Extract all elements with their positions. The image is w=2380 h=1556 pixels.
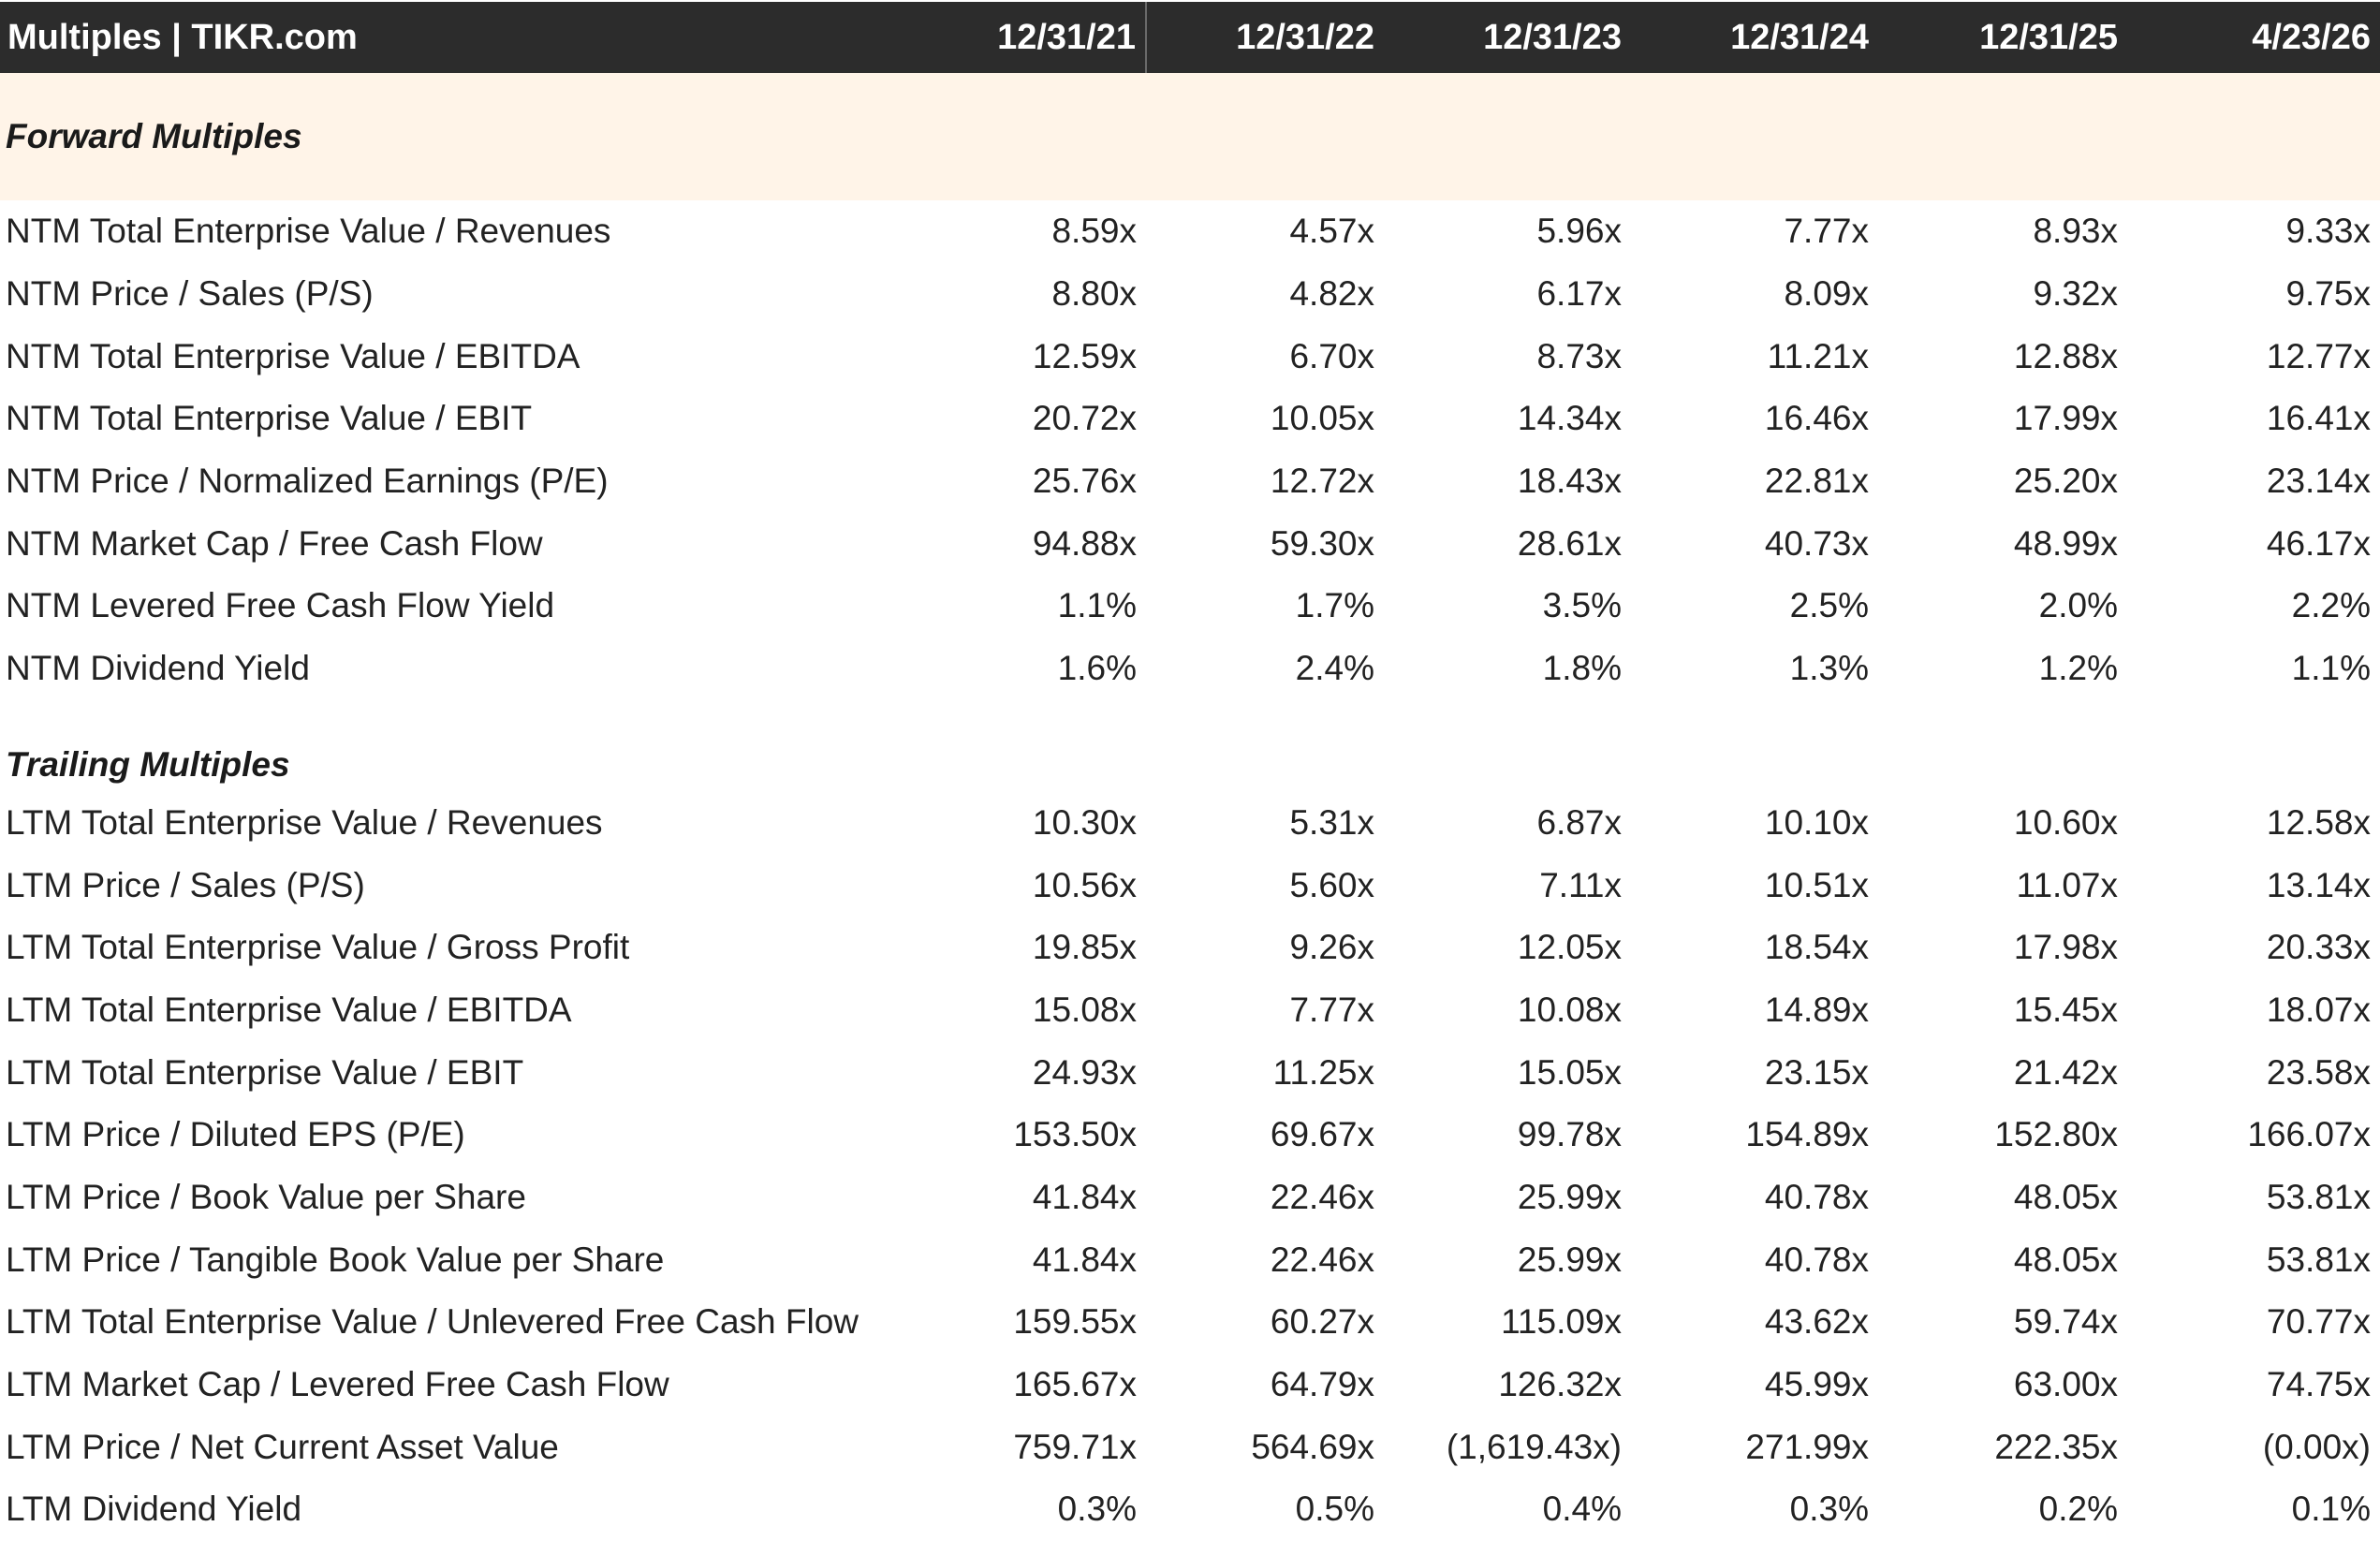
table-row[interactable] (0, 1041, 2380, 1104)
row-value: 14.34x (1517, 399, 1622, 438)
row-label: LTM Total Enterprise Value / Gross Profit (6, 928, 630, 967)
row-value: 25.76x (1032, 462, 1137, 501)
row-value: 1.7% (1295, 586, 1374, 625)
table-row[interactable] (0, 854, 2380, 917)
row-value: 22.46x (1270, 1177, 1374, 1216)
table-row[interactable] (0, 1478, 2380, 1541)
row-value: 53.81x (2266, 1240, 2371, 1279)
table-row[interactable] (0, 450, 2380, 513)
row-value: 17.99x (2013, 399, 2118, 438)
row-value: 6.70x (1289, 336, 1374, 375)
row-value: 1.1% (2291, 649, 2371, 688)
row-value: 12.58x (2266, 802, 2371, 842)
row-label: LTM Price / Diluted EPS (P/E) (6, 1115, 465, 1154)
row-value: 43.62x (1764, 1302, 1869, 1342)
row-value: 23.15x (1764, 1052, 1869, 1092)
row-value: 9.26x (1289, 928, 1374, 967)
row-value: 7.11x (1539, 865, 1622, 904)
row-value: 28.61x (1517, 523, 1622, 563)
row-value: 25.99x (1517, 1177, 1622, 1216)
row-value: 2.4% (1295, 649, 1374, 688)
row-value: 271.99x (1745, 1427, 1869, 1466)
row-value: 18.54x (1764, 928, 1869, 967)
row-value: 10.60x (2013, 802, 2118, 842)
row-value: 59.30x (1270, 523, 1374, 563)
row-value: 59.74x (2013, 1302, 2118, 1342)
row-value: 12.05x (1517, 928, 1622, 967)
row-value: 18.43x (1517, 462, 1622, 501)
row-value: 10.30x (1032, 802, 1137, 842)
row-value: 64.79x (1270, 1365, 1374, 1404)
table-row[interactable] (0, 263, 2380, 326)
row-value: 45.99x (1764, 1365, 1869, 1404)
row-value: 2.2% (2291, 586, 2371, 625)
row-value: 10.08x (1517, 990, 1622, 1029)
row-value: 15.05x (1517, 1052, 1622, 1092)
row-value: 10.56x (1032, 865, 1137, 904)
row-value: 166.07x (2247, 1115, 2371, 1154)
row-value: 115.09x (1501, 1302, 1622, 1342)
row-label: LTM Market Cap / Levered Free Cash Flow (6, 1365, 669, 1404)
row-label: NTM Market Cap / Free Cash Flow (6, 523, 543, 563)
table-row[interactable] (0, 917, 2380, 979)
table-row[interactable] (0, 1167, 2380, 1229)
row-value: 63.00x (2013, 1365, 2118, 1404)
row-value: 12.72x (1270, 462, 1374, 501)
row-label: LTM Price / Book Value per Share (6, 1177, 526, 1216)
row-label: NTM Price / Normalized Earnings (P/E) (6, 462, 609, 501)
row-value: 9.32x (2033, 274, 2118, 314)
row-value: 48.05x (2013, 1177, 2118, 1216)
row-label: LTM Total Enterprise Value / EBIT (6, 1052, 524, 1092)
row-value: 4.57x (1289, 212, 1374, 251)
row-value: 5.60x (1289, 865, 1374, 904)
row-value: 25.99x (1517, 1240, 1622, 1279)
row-value: 5.31x (1289, 802, 1374, 842)
row-label: NTM Levered Free Cash Flow Yield (6, 586, 555, 625)
row-value: 16.46x (1764, 399, 1869, 438)
row-value: 41.84x (1032, 1240, 1137, 1279)
row-value: 153.50x (1013, 1115, 1137, 1154)
row-value: (1,619.43x) (1446, 1427, 1622, 1466)
row-value: 11.21x (1767, 336, 1869, 375)
row-value: 19.85x (1032, 928, 1137, 967)
row-value: 12.88x (2013, 336, 2118, 375)
row-value: 22.81x (1764, 462, 1869, 501)
row-value: 17.98x (2013, 928, 2118, 967)
section-title: Trailing Multiples (6, 744, 290, 784)
table-row[interactable] (0, 638, 2380, 700)
table-row[interactable] (0, 792, 2380, 855)
table-row[interactable] (0, 1354, 2380, 1417)
row-value: 5.96x (1536, 212, 1622, 251)
row-value: 8.80x (1051, 274, 1137, 314)
table-row[interactable] (0, 1291, 2380, 1354)
table-header (0, 2, 2380, 73)
row-label: NTM Total Enterprise Value / EBIT (6, 399, 533, 438)
column-header-date[interactable]: 12/31/25 (1979, 17, 2118, 57)
row-value: 11.07x (2016, 865, 2118, 904)
row-value: 23.14x (2266, 462, 2371, 501)
row-value: 20.72x (1032, 399, 1137, 438)
multiples-table (0, 2, 2380, 1541)
table-row[interactable] (0, 325, 2380, 388)
row-value: 0.4% (1542, 1490, 1622, 1529)
row-value: 0.1% (2291, 1490, 2371, 1529)
row-value: 0.3% (1789, 1490, 1869, 1529)
row-value: 9.33x (2285, 212, 2371, 251)
table-body (0, 73, 2380, 1541)
row-value: 10.05x (1270, 399, 1374, 438)
row-value: 3.5% (1542, 586, 1622, 625)
row-value: 1.2% (2038, 649, 2118, 688)
row-value: 0.5% (1295, 1490, 1374, 1529)
row-value: 1.6% (1057, 649, 1137, 688)
row-value: 2.5% (1789, 586, 1869, 625)
row-value: 1.3% (1789, 649, 1869, 688)
row-value: 23.58x (2266, 1052, 2371, 1092)
table-title: Multiples | TIKR.com (7, 17, 358, 57)
row-value: 15.45x (2013, 990, 2118, 1029)
row-value: 7.77x (1784, 212, 1869, 251)
column-header-date[interactable]: 12/31/23 (1483, 17, 1622, 57)
row-value: 69.67x (1270, 1115, 1374, 1154)
row-value: 13.14x (2266, 865, 2371, 904)
row-value: 14.89x (1764, 990, 1869, 1029)
row-value: 41.84x (1032, 1177, 1137, 1216)
table-row[interactable] (0, 512, 2380, 575)
row-value: 21.42x (2013, 1052, 2118, 1092)
column-header-date[interactable]: 4/23/26 (2252, 17, 2371, 57)
row-value: 11.25x (1272, 1052, 1374, 1092)
row-value: 24.93x (1032, 1052, 1137, 1092)
row-label: LTM Price / Net Current Asset Value (6, 1427, 559, 1466)
row-value: 20.33x (2266, 928, 2371, 967)
section-header-row (0, 700, 2380, 792)
table-row[interactable] (0, 1104, 2380, 1167)
row-value: 48.05x (2013, 1240, 2118, 1279)
row-value: 25.20x (2013, 462, 2118, 501)
column-header-date[interactable]: 12/31/21 (936, 2, 1146, 73)
row-label: LTM Price / Sales (P/S) (6, 865, 365, 904)
row-value: 18.07x (2266, 990, 2371, 1029)
row-label: NTM Total Enterprise Value / Revenues (6, 212, 611, 251)
row-label: LTM Dividend Yield (6, 1490, 302, 1529)
row-value: 8.59x (1051, 212, 1137, 251)
row-label: LTM Price / Tangible Book Value per Share (6, 1240, 665, 1279)
row-value: 1.8% (1542, 649, 1622, 688)
row-label: NTM Price / Sales (P/S) (6, 274, 374, 314)
row-value: 70.77x (2266, 1302, 2371, 1342)
row-value: 22.46x (1270, 1240, 1374, 1279)
row-value: 10.10x (1764, 802, 1869, 842)
table-row[interactable] (0, 200, 2380, 263)
table-row[interactable] (0, 575, 2380, 638)
table-row[interactable] (0, 979, 2380, 1042)
row-label: LTM Total Enterprise Value / Revenues (6, 802, 603, 842)
table-row[interactable] (0, 1416, 2380, 1478)
row-label: LTM Total Enterprise Value / Unlevered Free Cash Flow (6, 1302, 859, 1342)
row-value: 48.99x (2013, 523, 2118, 563)
row-value: 53.81x (2266, 1177, 2371, 1216)
row-value: 40.73x (1764, 523, 1869, 563)
row-value: 94.88x (1032, 523, 1137, 563)
row-value: 40.78x (1764, 1240, 1869, 1279)
row-value: 1.1% (1057, 586, 1137, 625)
table-row[interactable] (0, 1228, 2380, 1291)
row-value: 2.0% (2038, 586, 2118, 625)
row-value: 10.51x (1764, 865, 1869, 904)
row-value: 12.59x (1032, 336, 1137, 375)
row-value: 74.75x (2266, 1365, 2371, 1404)
row-value: 8.73x (1536, 336, 1622, 375)
header-row (0, 2, 2380, 73)
row-value: 99.78x (1517, 1115, 1622, 1154)
row-value: 564.69x (1251, 1427, 1374, 1466)
row-value: 154.89x (1745, 1115, 1869, 1154)
section-header-row (0, 73, 2380, 200)
row-value: 4.82x (1289, 274, 1374, 314)
row-value: 0.3% (1057, 1490, 1137, 1529)
row-value: 8.93x (2033, 212, 2118, 251)
column-header-date[interactable]: 12/31/22 (1236, 17, 1374, 57)
row-value: 8.09x (1784, 274, 1869, 314)
row-label: NTM Total Enterprise Value / EBITDA (6, 336, 580, 375)
row-value: 222.35x (1994, 1427, 2118, 1466)
row-value: 40.78x (1764, 1177, 1869, 1216)
row-value: 15.08x (1032, 990, 1137, 1029)
row-value: 46.17x (2266, 523, 2371, 563)
row-label: NTM Dividend Yield (6, 649, 310, 688)
row-value: 6.17x (1536, 274, 1622, 314)
row-value: 0.2% (2038, 1490, 2118, 1529)
row-value: 165.67x (1013, 1365, 1137, 1404)
row-label: LTM Total Enterprise Value / EBITDA (6, 990, 572, 1029)
table-row[interactable] (0, 388, 2380, 450)
row-value: 126.32x (1498, 1365, 1622, 1404)
column-header-date[interactable]: 12/31/24 (1730, 17, 1869, 57)
row-value: 759.71x (1013, 1427, 1137, 1466)
row-value: 60.27x (1270, 1302, 1374, 1342)
section-title: Forward Multiples (6, 117, 302, 155)
row-value: 159.55x (1013, 1302, 1137, 1342)
row-value: 12.77x (2266, 336, 2371, 375)
row-value: 16.41x (2266, 399, 2371, 438)
row-value: 152.80x (1994, 1115, 2118, 1154)
row-value: (0.00x) (2262, 1427, 2371, 1466)
row-value: 9.75x (2285, 274, 2371, 314)
row-value: 7.77x (1289, 990, 1374, 1029)
row-value: 6.87x (1536, 802, 1622, 842)
